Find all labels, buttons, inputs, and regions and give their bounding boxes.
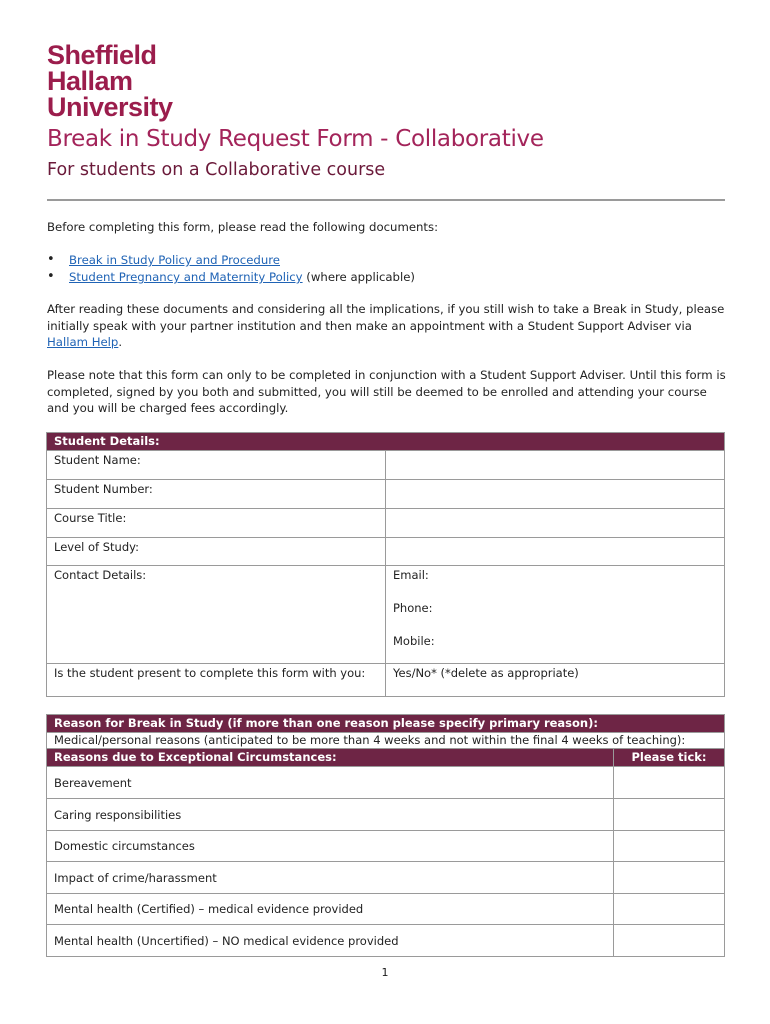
mobile-label: Mobile: bbox=[393, 634, 435, 648]
email-label: Email: bbox=[393, 568, 429, 582]
course-title-field[interactable] bbox=[386, 509, 725, 538]
tick-box-mental-health-certified[interactable] bbox=[614, 894, 725, 925]
reason-caring: Caring responsibilities bbox=[47, 799, 614, 831]
exceptional-circumstances-header: Reasons due to Exceptional Circumstances: bbox=[47, 749, 614, 767]
contact-details-label: Contact Details: bbox=[47, 566, 386, 664]
please-tick-header: Please tick: bbox=[614, 749, 725, 767]
reason-bereavement: Bereavement bbox=[47, 767, 614, 799]
reason-header: Reason for Break in Study (if more than one reason please specify primary reason): bbox=[47, 715, 725, 733]
student-details-table bbox=[46, 432, 725, 697]
para1-text: After reading these documents and considering all the implications, if you still wish to take a Break in Study, please initially speak with your partner institution and then make an appointment with a Student Support Adviser via bbox=[47, 302, 725, 333]
reason-crime: Impact of crime/harassment bbox=[47, 862, 614, 894]
student-number-field[interactable] bbox=[386, 480, 725, 509]
intro-paragraph-2: Please note that this form can only to be completed in conjunction with a Student Support Adviser. Until this form is completed, signed by you both and submitted, you will still be deemed to be enrolled and attending your course and you will be charged fees accordingly. bbox=[47, 368, 726, 415]
document-list bbox=[47, 252, 727, 286]
para1-end: . bbox=[118, 335, 123, 349]
student-number-label: Student Number: bbox=[47, 480, 386, 509]
tick-box-bereavement[interactable] bbox=[614, 767, 725, 799]
contact-details-field[interactable] bbox=[386, 566, 725, 664]
level-of-study-field[interactable] bbox=[386, 538, 725, 566]
tick-box-mental-health-uncertified[interactable] bbox=[614, 925, 725, 957]
policy-link[interactable]: Break in Study Policy and Procedure bbox=[69, 253, 280, 267]
logo-line-1: Sheffield bbox=[47, 40, 157, 70]
tick-box-caring[interactable] bbox=[614, 799, 725, 831]
intro-paragraph-1 bbox=[47, 301, 727, 351]
level-of-study-label: Level of Study: bbox=[47, 538, 386, 566]
page-subtitle: For students on a Collaborative course bbox=[47, 160, 386, 180]
student-name-field[interactable] bbox=[386, 451, 725, 480]
phone-label: Phone: bbox=[393, 601, 433, 615]
reason-domestic: Domestic circumstances bbox=[47, 831, 614, 862]
list-item bbox=[47, 269, 727, 286]
link-suffix: (where applicable) bbox=[302, 270, 415, 284]
student-name-label: Student Name: bbox=[47, 451, 386, 480]
medical-reasons-row: Medical/personal reasons (anticipated to be more than 4 weeks and not within the final 4 weeks of teaching): bbox=[47, 733, 725, 749]
student-details-header: Student Details: bbox=[47, 433, 725, 451]
page-title: Break in Study Request Form - Collaborative bbox=[47, 126, 544, 152]
student-present-label: Is the student present to complete this form with you: bbox=[47, 664, 386, 697]
page-number: 1 bbox=[381, 966, 389, 979]
university-logo bbox=[47, 42, 173, 120]
intro-before: Before completing this form, please read the following documents: bbox=[47, 220, 439, 234]
maternity-policy-link[interactable]: Student Pregnancy and Maternity Policy bbox=[69, 270, 303, 284]
student-present-field[interactable]: Yes/No* (*delete as appropriate) bbox=[386, 664, 725, 697]
logo-line-3: University bbox=[47, 92, 173, 122]
tick-box-crime[interactable] bbox=[614, 862, 725, 894]
course-title-label: Course Title: bbox=[47, 509, 386, 538]
reason-mental-health-uncertified: Mental health (Uncertified) – NO medical evidence provided bbox=[47, 925, 614, 957]
logo-line-2: Hallam bbox=[47, 66, 133, 96]
tick-box-domestic[interactable] bbox=[614, 831, 725, 862]
reason-mental-health-certified: Mental health (Certified) – medical evidence provided bbox=[47, 894, 614, 925]
title-divider bbox=[47, 199, 725, 201]
list-item bbox=[47, 252, 727, 269]
hallam-help-link[interactable]: Hallam Help bbox=[47, 335, 119, 349]
reason-table bbox=[46, 714, 725, 957]
